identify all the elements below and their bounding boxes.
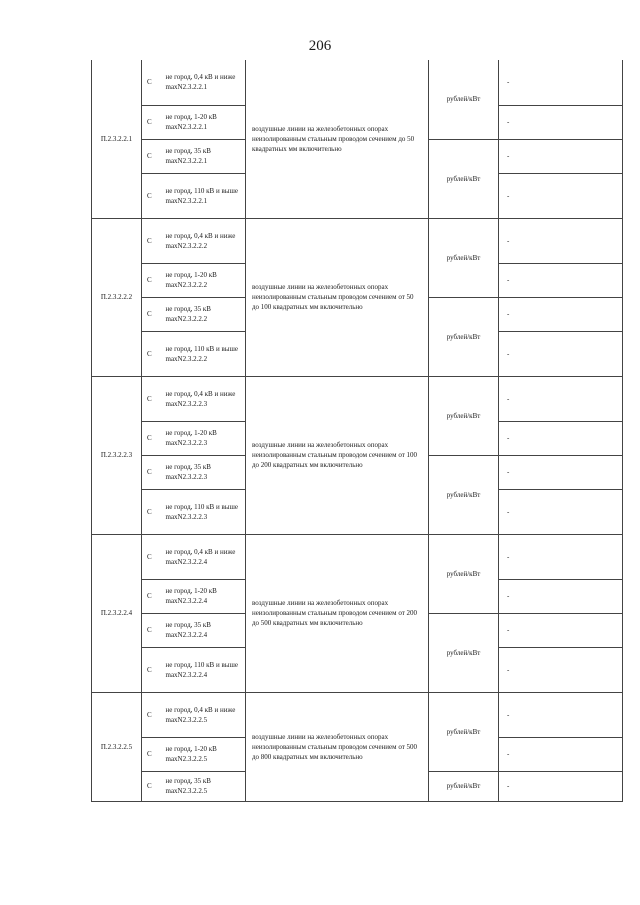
formula: maxN2.3.2.2.3 [165,399,208,408]
unit-cell: рублей/кВт [429,376,499,455]
formula: maxN2.3.2.2.2 [165,241,208,250]
voltage-level-cell [164,455,246,489]
voltage-level-cell [164,297,246,331]
voltage-level-cell [164,692,246,737]
row-letter: С [142,489,164,534]
row-code: П.2.3.2.2.1 [92,60,142,218]
voltage-level-cell [164,421,246,455]
row-description: воздушные линии на железобетонных опорах неизолированным стальным проводом сечением от 50 до 100 квадратных мм включительно [246,218,429,376]
value-cell: - [499,331,623,376]
formula: maxN2.3.2.2.1 [165,196,208,205]
row-code: П.2.3.2.2.5 [92,692,142,801]
value-cell: - [499,105,623,139]
tariff-table [91,60,623,802]
value-cell: - [499,297,623,331]
row-letter: С [142,692,164,737]
table-row [92,692,623,737]
value-cell: - [499,173,623,218]
voltage-level-cell [164,263,246,297]
voltage-level: не город, 35 кВ [165,147,211,155]
value-cell: - [499,263,623,297]
value-cell: - [499,737,623,771]
value-cell: - [499,60,623,105]
voltage-level: не город, 35 кВ [165,305,211,313]
voltage-level: не город, 35 кВ [165,621,211,629]
formula: maxN2.3.2.2.5 [165,755,208,763]
unit-cell: рублей/кВт [429,218,499,297]
voltage-level: не город, 110 кВ и выше [165,502,238,511]
value-cell: - [499,613,623,647]
voltage-level-cell [164,579,246,613]
voltage-level-cell [164,331,246,376]
voltage-level-cell [164,647,246,692]
row-letter: С [142,647,164,692]
table-row [92,218,623,263]
row-description: воздушные линии на железобетонных опорах неизолированным стальным проводом сечением до 50 квадратных мм включительно [246,60,429,218]
voltage-level-cell [164,771,246,801]
row-letter: С [142,173,164,218]
row-letter: С [142,737,164,771]
value-cell: - [499,218,623,263]
row-description: воздушные линии на железобетонных опорах неизолированным стальным проводом сечением от 500 до 800 квадратных мм включительно [246,692,429,801]
formula: maxN2.3.2.2.3 [165,473,208,481]
row-letter: С [142,613,164,647]
voltage-level: не город, 110 кВ и выше [165,660,238,669]
voltage-level-cell [164,139,246,173]
voltage-level: не город, 0,4 кВ и ниже [165,73,236,82]
row-letter: С [142,579,164,613]
formula: maxN2.3.2.2.1 [165,123,208,131]
row-letter: С [142,421,164,455]
value-cell: - [499,692,623,737]
value-cell: - [499,647,623,692]
unit-cell: рублей/кВт [429,534,499,613]
formula: maxN2.3.2.2.3 [165,512,208,521]
table-row [92,60,623,105]
row-code: П.2.3.2.2.4 [92,534,142,692]
formula: maxN2.3.2.2.2 [165,354,208,363]
voltage-level-cell [164,173,246,218]
unit-cell: рублей/кВт [429,613,499,692]
voltage-level: не город, 0,4 кВ и ниже [165,231,236,240]
formula: maxN2.3.2.2.2 [165,315,208,323]
formula: maxN2.3.2.2.4 [165,631,208,639]
row-code: П.2.3.2.2.3 [92,376,142,534]
formula: maxN2.3.2.2.3 [165,439,208,447]
value-cell: - [499,376,623,421]
row-description: воздушные линии на железобетонных опорах неизолированным стальным проводом сечением от 100 до 200 квадратных мм включительно [246,376,429,534]
voltage-level: не город, 1-20 кВ [165,429,217,437]
unit-cell: рублей/кВт [429,455,499,534]
page-number: 206 [308,38,332,54]
unit-cell: рублей/кВт [429,60,499,139]
unit-cell: рублей/кВт [429,771,499,801]
voltage-level-cell [164,218,246,263]
value-cell: - [499,455,623,489]
row-description: воздушные линии на железобетонных опорах неизолированным стальным проводом сечением от 200 до 500 квадратных мм включительно [246,534,429,692]
row-letter: С [142,331,164,376]
voltage-level-cell [164,105,246,139]
formula: maxN2.3.2.2.4 [165,670,208,679]
value-cell: - [499,489,623,534]
row-letter: С [142,771,164,801]
row-letter: С [142,218,164,263]
row-letter: С [142,139,164,173]
row-letter: С [142,105,164,139]
value-cell: - [499,534,623,579]
voltage-level: не город, 35 кВ [165,777,211,785]
row-letter: С [142,297,164,331]
voltage-level: не город, 0,4 кВ и ниже [165,389,236,398]
unit-cell: рублей/кВт [429,297,499,376]
formula: maxN2.3.2.2.4 [165,557,208,566]
voltage-level-cell [164,737,246,771]
table-row [92,376,623,421]
voltage-level: не город, 0,4 кВ и ниже [165,705,236,714]
unit-cell: рублей/кВт [429,139,499,218]
voltage-level-cell [164,489,246,534]
value-cell: - [499,579,623,613]
formula: maxN2.3.2.2.1 [165,83,208,92]
formula: maxN2.3.2.2.5 [165,715,208,724]
formula: maxN2.3.2.2.1 [165,157,208,165]
table-row [92,534,623,579]
row-code: П.2.3.2.2.2 [92,218,142,376]
voltage-level: не город, 1-20 кВ [165,271,217,279]
row-letter: С [142,263,164,297]
voltage-level: не город, 1-20 кВ [165,113,217,121]
row-letter: С [142,376,164,421]
row-letter: С [142,455,164,489]
value-cell: - [499,421,623,455]
voltage-level: не город, 1-20 кВ [165,745,217,753]
voltage-level: не город, 0,4 кВ и ниже [165,547,236,556]
voltage-level-cell [164,613,246,647]
value-cell: - [499,139,623,173]
formula: maxN2.3.2.2.4 [165,597,208,605]
voltage-level-cell [164,534,246,579]
formula: maxN2.3.2.2.5 [165,787,208,795]
row-letter: С [142,534,164,579]
voltage-level-cell [164,60,246,105]
row-letter: С [142,60,164,105]
voltage-level: не город, 110 кВ и выше [165,344,238,353]
voltage-level: не город, 110 кВ и выше [165,186,238,195]
voltage-level-cell [164,376,246,421]
voltage-level: не город, 35 кВ [165,463,211,471]
formula: maxN2.3.2.2.2 [165,281,208,289]
unit-cell: рублей/кВт [429,692,499,771]
value-cell: - [499,771,623,801]
voltage-level: не город, 1-20 кВ [165,587,217,595]
